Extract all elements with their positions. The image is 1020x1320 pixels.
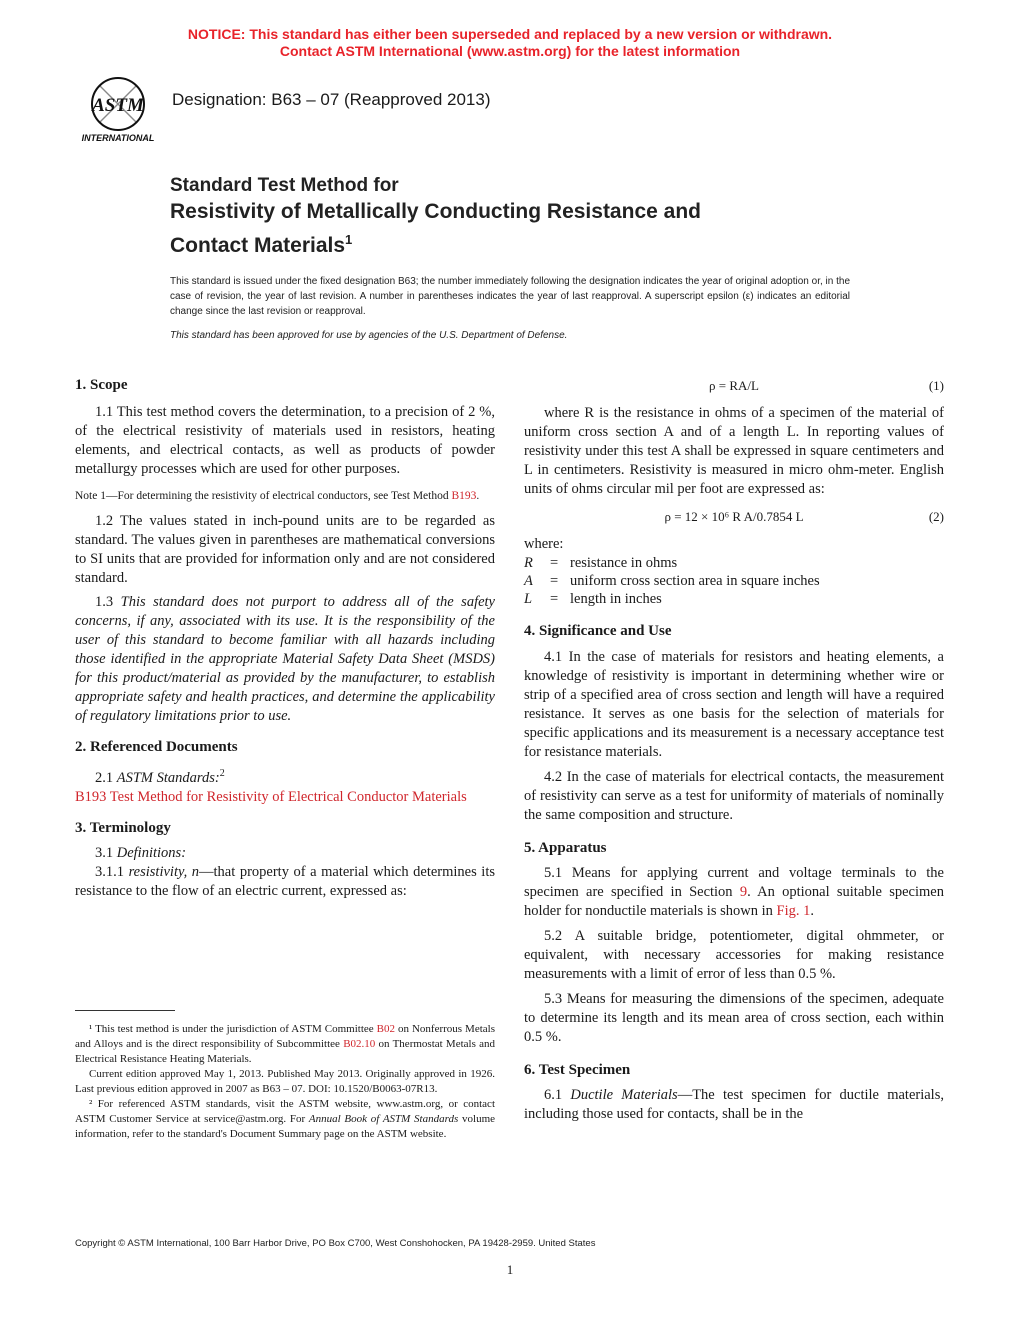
para-5-1: 5.1 Means for applying current and voltage terminals to the specimen are specified in Section 9. An optional suitable specimen holder for nonductile materials is shown in Fig. 1. [524, 865, 944, 919]
link-b193[interactable]: B193 [75, 788, 107, 805]
title-line-3: Contact Materials$^1$ [170, 232, 353, 257]
supersede-notice [0, 26, 1020, 60]
document-title [170, 174, 701, 260]
para-5-2: 5.2 A suitable bridge, potentiometer, digital ohmmeter, or equivalent, with necessary accessories for making resistance measurements with a limit of error of less than 0.5 %. [524, 928, 944, 982]
footnote-1-edition: Current edition approved May 1, 2013. Published May 2013. Originally approved in 1926. Last previous edition approved in 2007 as B63 – 07. DOI: 10.1520/B0063-07R13. [75, 1068, 495, 1095]
link-fig-1[interactable]: Fig. 1 [776, 903, 811, 919]
copyright-line: Copyright © ASTM International, 100 Barr Harbor Drive, PO Box C700, West Conshohocken, PA 19428-2959. United States [75, 1238, 596, 1249]
designation: Designation: B63 – 07 (Reapproved 2013) [172, 90, 491, 109]
link-section-9[interactable]: 9 [739, 884, 748, 900]
where-label: where: [524, 536, 564, 552]
dod-approval-statement: This standard has been approved for use by agencies of the U.S. Department of Defense. [170, 330, 568, 341]
title-line-2: Resistivity of Metallically Conducting Resistance and [170, 200, 701, 223]
equation-2 [524, 507, 944, 527]
notice-line-1: NOTICE: This standard has either been superseded and replaced by a new version or withdrawn. [187, 26, 833, 42]
svg-text:ASTM: ASTM [92, 95, 144, 116]
astm-logo [76, 74, 160, 144]
equation-1 [524, 376, 944, 396]
para-5-3: 5.3 Means for measuring the dimensions of the specimen, adequate to determine its length and its mean area of cross section, each within 0.5 %. [524, 991, 944, 1045]
footnotes [75, 1022, 495, 1142]
para-3-1-1: 3.1.1 resistivity, n—that property of a material which determines its resistance to the flow of an electric current, expressed as: [75, 863, 496, 899]
title-line-1: Standard Test Method for [170, 175, 399, 196]
left-column [75, 376, 495, 901]
page-number: 1 [506, 1262, 514, 1277]
definition-row: R = resistance in ohms [524, 555, 678, 571]
para-1-3: 1.3 This standard does not purport to address all of the safety concerns, if any, associated with its use. It is the responsibility of the user of this standard to become familiar with all hazards including those identified in the appropriate Material Safety Data Sheet (MSDS) for this product/material as provided by the manufacturer, to establish appropriate safety and health practices, and determine the applicability of regulatory limitations prior to use. [75, 594, 495, 724]
footnote-1: ¹ This test method is under the jurisdiction of ASTM Committee B02 on Nonferrous Metals and Alloys and is the direct responsibility of Subcommittee B02.10 on Thermostat Metals and Electrical Resistance Heating Materials. [75, 1023, 496, 1065]
equation-1-number: (1) [928, 378, 944, 393]
section-4-heading: 4. Significance and Use [524, 623, 672, 639]
variable-definitions [524, 554, 944, 608]
para-where-1: where R is the resistance in ohms of a specimen of the material of uniform cross section A and of a length L. In reporting values of resistivity under this test A shall be expressed in square centimeters and L in centimeters. Resistivity is measured in micro ohm-meter. English units of ohms circular mil per foot are expressed as: [524, 405, 944, 497]
para-4-1: 4.1 In the case of materials for resistors and heating elements, a knowledge of resistivity is important in determining whether wire or strip of a specified area of cross section and length will have a required resistance. It serves as one basis for the selection of materials for specific applications and its measurement is a necessary acceptance test for resistance materials. [524, 649, 944, 760]
right-column [524, 376, 944, 1124]
para-6-1: 6.1 Ductile Materials—The test specimen for ductile materials, including those used for contacts, shall be in the [524, 1087, 944, 1122]
section-1-heading: 1. Scope [75, 377, 128, 393]
link-b02[interactable]: B02 [376, 1023, 396, 1035]
link-b02-10[interactable]: B02.10 [343, 1038, 376, 1050]
svg-text:INTERNATIONAL: INTERNATIONAL [81, 133, 155, 143]
link-b193-note[interactable]: B193 [451, 490, 477, 502]
para-2-1: 2.1 ASTM Standards:$^2$ [95, 768, 225, 786]
footnote-2: ² For referenced ASTM standards, visit the ASTM website, www.astm.org, or contact ASTM Customer Service at service@astm.org. For Annual Book of ASTM Standards volume information, refer to the standard's Document Summary page on the ASTM website. [75, 1098, 496, 1140]
section-2-heading: 2. Referenced Documents [75, 739, 238, 755]
section-5-heading: 5. Apparatus [524, 840, 607, 856]
definition-row: L = length in inches [524, 591, 662, 607]
astm-logo-icon [76, 74, 160, 144]
footnote-rule [75, 1010, 175, 1011]
section-6-heading: 6. Test Specimen [524, 1062, 631, 1078]
note-1: Note 1—For determining the resistivity of electrical conductors, see Test Method B193. [75, 490, 480, 502]
ref-b193-title[interactable]: Test Method for Resistivity of Electrical Conductor Materials [106, 788, 467, 805]
para-3-1: 3.1 Definitions: [95, 844, 187, 861]
notice-line-2: Contact ASTM International (www.astm.org) for the latest information [279, 43, 741, 59]
para-1-1: 1.1 This test method covers the determination, to a precision of 2 %, of the electrical resistivity of materials used in resistors, heating elements, and electrical contacts, as well as products of powder metallurgy processes which are used for other purposes. [75, 404, 495, 477]
equation-1-formula: ρ = RA/L [709, 378, 759, 393]
section-3-heading: 3. Terminology [75, 819, 171, 836]
para-1-2: 1.2 The values stated in inch-pound units are to be regarded as standard. The values given in parentheses are mathematical conversions to SI units that are provided for information only and are not considered standard. [75, 513, 495, 586]
equation-2-formula: ρ = 12 × 10⁶ R A/0.7854 L [664, 509, 804, 524]
para-4-2: 4.2 In the case of materials for electrical contacts, the measurement of resistivity can serve as a test for uniformity of materials of nominally the same composition and structure. [524, 769, 944, 823]
equation-2-number: (2) [928, 509, 944, 524]
definition-row: A = uniform cross section area in square inches [524, 573, 820, 589]
ref-b193[interactable] [59, 788, 495, 807]
issued-statement: This standard is issued under the fixed designation B63; the number immediately following the designation indicates the year of original adoption or, in the case of revision, the year of last revision. A number in parentheses indicates the year of last reapproval. A superscript epsilon (ε) indicates an editorial change since the last revision or reapproval. [170, 276, 850, 317]
